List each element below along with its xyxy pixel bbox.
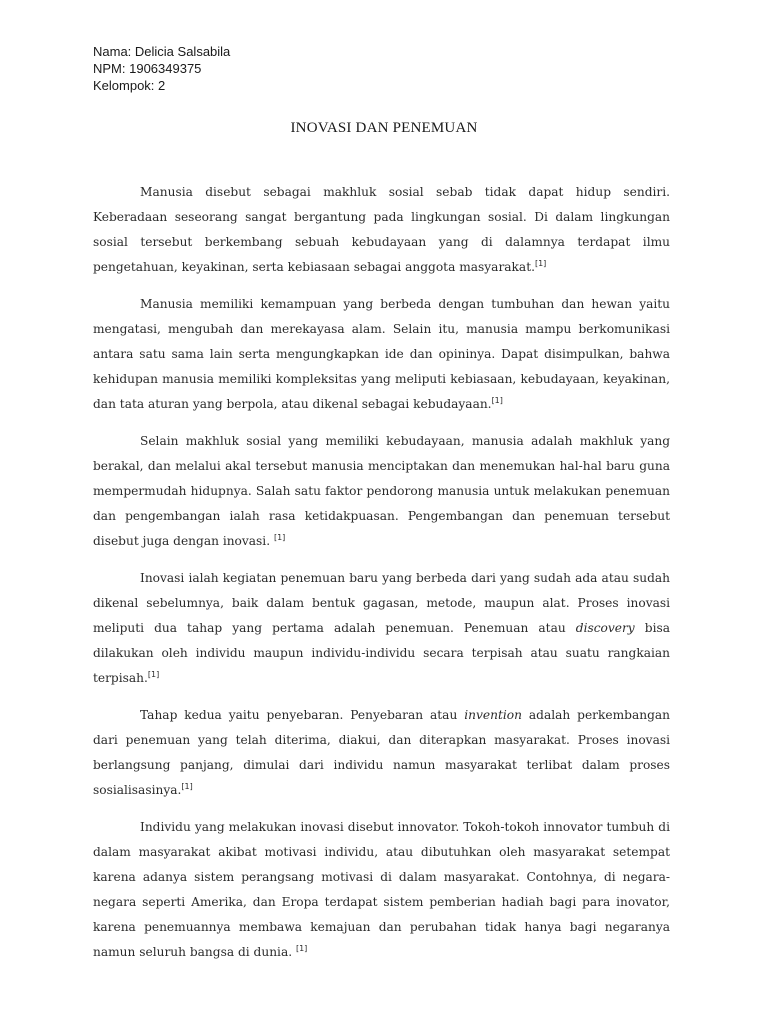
citation-reference: [1]	[295, 943, 308, 953]
italic-term: invention	[464, 708, 522, 722]
paragraph-text: bisa dilakukan oleh individu maupun individu-individu secara terpisah atau suatu rangkaian terpisah.	[93, 621, 670, 685]
citation-reference: [1]	[181, 781, 193, 791]
paragraph-text: Selain makhluk sosial yang memiliki kebudayaan, manusia adalah makhluk yang berakal, dan melalui akal tersebut manusia menciptakan dan menemukan hal-hal baru guna mempermudah hidupnya. Salah satu faktor pendorong manusia untuk melakukan penemuan dan pengembangan ialah rasa ketidakpuasan. Pengembangan dan penemuan tersebut disebut juga dengan inovasi.	[93, 434, 670, 548]
paragraph-text: Manusia disebut sebagai makhluk sosial sebab tidak dapat hidup sendiri. Keberadaan seseorang sangat bergantung pada lingkungan sosial. Di dalam lingkungan sosial tersebut berkembang sebuah kebudayaan yang di dalamnya terdapat ilmu pengetahuan, keyakinan, serta kebiasaan sebagai anggota masyarakat.	[93, 185, 670, 274]
paragraph-3	[93, 429, 670, 554]
student-id: NPM: 1906349375	[93, 61, 202, 76]
document-title: INOVASI DAN PENEMUAN	[290, 120, 478, 136]
paragraph-text: Tahap kedua yaitu penyebaran. Penyebaran atau	[140, 708, 465, 722]
paragraph-5	[93, 703, 670, 803]
author-name: Nama: Delicia Salsabila	[93, 44, 231, 59]
italic-term: discovery	[575, 621, 635, 635]
paragraph-text: Individu yang melakukan inovasi disebut innovator. Tokoh-tokoh innovator tumbuh di dalam masyarakat akibat motivasi individu, atau dibutuhkan oleh masyarakat setempat karena adanya sistem perangsang motivasi di dalam masyarakat. Contohnya, di negara-negara seperti Amerika, dan Eropa terdapat sistem pemberian hadiah bagi para inovator, karena penemuannya membawa kemajuan dan perubahan tidak hanya bagi negaranya namun seluruh bangsa di dunia.	[93, 820, 670, 959]
paragraph-2	[93, 292, 670, 417]
paragraph-text: Manusia memiliki kemampuan yang berbeda dengan tumbuhan dan hewan yaitu mengatasi, mengubah dan merekayasa alam. Selain itu, manusia mampu berkomunikasi antara satu sama lain serta mengungkapkan ide dan opininya. Dapat disimpulkan, bahwa kehidupan manusia memiliki kompleksitas yang meliputi kebiasaan, kebudayaan, keyakinan, dan tata aturan yang berpola, atau dikenal sebagai kebudayaan.	[93, 297, 670, 411]
citation-reference: [1]	[491, 395, 503, 405]
paragraph-text: Inovasi ialah kegiatan penemuan baru yang berbeda dari yang sudah ada atau sudah dikenal sebelumnya, baik dalam bentuk gagasan, metode, maupun alat. Proses inovasi meliputi dua tahap yang pertama adalah penemuan. Penemuan atau	[93, 571, 670, 635]
author-header	[93, 43, 230, 94]
group-number: Kelompok: 2	[93, 78, 166, 93]
citation-reference: [1]	[147, 669, 160, 679]
paragraph-4	[93, 566, 670, 691]
paragraph-6	[93, 815, 670, 965]
paragraph-1	[93, 180, 670, 280]
paragraph-text: adalah perkembangan dari penemuan yang telah diterima, diakui, dan diterapkan masyarakat. Proses inovasi berlangsung panjang, dimulai dari individu namun masyarakat terlibat dalam proses sosialisasinya.	[93, 708, 670, 797]
citation-reference: [1]	[273, 532, 286, 542]
citation-reference: [1]	[534, 258, 547, 268]
document-body	[93, 180, 670, 977]
